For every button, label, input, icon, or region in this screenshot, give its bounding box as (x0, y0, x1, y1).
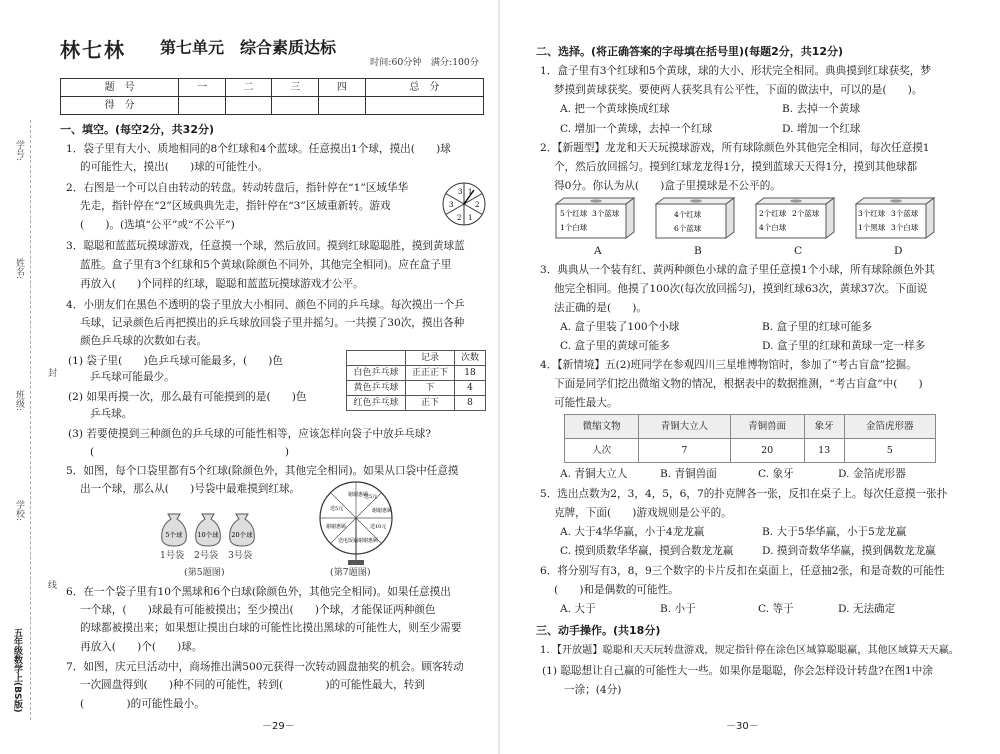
relic-header-cell: 微缩文物 (565, 415, 639, 439)
record-row (347, 396, 486, 411)
box-text: 1个白球 (560, 223, 588, 232)
score-cell: 四 (319, 79, 366, 97)
binding-line (30, 120, 31, 720)
score-table-row (61, 79, 484, 97)
rq5-line: 克牌，下面( )游戏规则是公平的。 (554, 507, 732, 519)
rq4-line: 可能性最大。 (554, 397, 618, 409)
rq1-line: 梦摸到黄球获奖。要使两人获奖具有公平性，下面的做法中，可以的是( )。 (554, 84, 923, 96)
rq6-line: 6．将分别写有3，8，9三个数字的卡片反扣在桌面上，任意抽2张，和是奇数的可能性 (540, 565, 945, 577)
relic-table (564, 414, 936, 463)
page-title: 第七单元 综合素质达标 (160, 38, 337, 57)
margin-label-number: 学号: (14, 140, 24, 162)
box-c (756, 198, 834, 238)
rq4-option: A. 青铜大立人 (560, 468, 628, 480)
relic-cell: 7 (639, 439, 730, 463)
record-cell: 白色乒乓球 (347, 366, 406, 381)
q4-sub-line: ( ) (90, 446, 289, 458)
record-row (347, 381, 486, 396)
relic-header-cell: 青铜兽面 (730, 415, 804, 439)
record-cell: 8 (455, 396, 486, 411)
margin-label-name: 姓名: (14, 258, 24, 280)
wheel-label: 送电饭锅 (338, 538, 359, 544)
q7-line: ( )的可能性最小。 (80, 698, 205, 710)
q2-line: ( )。(选填“公平”或“不公平”) (80, 219, 235, 231)
score-cell (319, 97, 366, 115)
time-info: 时间:60分钟 满分:100分 (370, 57, 479, 68)
q4-sub-line: (1) 袋子里( )色乒乓球可能最多，( )色 (68, 355, 283, 367)
q6-line: 一个球，( )球最有可能被摸出；至少摸出( )个球，才能保证两种颜色 (80, 604, 436, 616)
record-cell: 4 (455, 381, 486, 396)
rq2-line: 得0分。你认为从( )盒子里摸球是不公平的。 (554, 180, 781, 192)
rq1-option: D. 增加一个红球 (782, 123, 861, 135)
record-cell: 正下 (406, 396, 455, 411)
book-label: 五年级数学上(BS版) (12, 628, 22, 713)
box-text: 3个蓝球 (891, 209, 919, 218)
rq6-option: B. 小于 (660, 603, 696, 615)
wheel-label: 送10元 (370, 524, 387, 530)
box-label: A (594, 245, 602, 257)
record-table (346, 350, 486, 411)
margin-label-xian: 线 (46, 580, 56, 589)
relic-header-cell: 青铜大立人 (639, 415, 730, 439)
rq6-option: C. 等于 (758, 603, 794, 615)
page-number: －29－ (262, 721, 295, 732)
bags-figure (158, 506, 262, 548)
wheel-label: 送5元 (364, 494, 378, 500)
section-title-3: 三、动手操作。(共18分) (536, 624, 661, 637)
q5-line: 出一个球，那么从( )号袋中最难摸到红球。 (80, 483, 301, 495)
q4-line: 颜色乒乓球的次数如右表。 (80, 335, 208, 347)
bag-text: 20个球 (231, 531, 253, 539)
q7-line: 一次圆盘得到( )种不同的可能性，转到( )的可能性最大，转到 (80, 679, 425, 691)
record-cell: 下 (406, 381, 455, 396)
score-cell (225, 97, 272, 115)
q6-line: 再放入( )个( )球。 (80, 641, 203, 653)
page-number: －30－ (726, 721, 759, 732)
relic-cell: 人次 (565, 439, 639, 463)
spinner-label: 2 (475, 201, 480, 209)
record-cell: 18 (455, 366, 486, 381)
box-text: 3个白球 (891, 223, 919, 232)
section-title-2: 二、选择。(将正确答案的字母填在括号里)(每题2分，共12分) (536, 45, 844, 58)
spinner-label: 1 (468, 214, 473, 222)
rq3-line: 法正确的是( )。 (554, 302, 648, 314)
relic-cell: 13 (804, 439, 844, 463)
score-cell: 总 分 (365, 79, 483, 97)
rq5-option: D. 摸到奇数华华赢，摸到偶数龙龙赢 (762, 545, 936, 557)
q2-line: 先走，指针停在“2”区域典典先走，指针停在“3”区域重新转。游戏 (80, 200, 391, 212)
score-cell: 得 分 (61, 97, 179, 115)
relic-header-row (565, 415, 936, 439)
box-text: 3个红球 (858, 209, 886, 218)
wheel-label: 谢谢惠顾 (326, 524, 347, 530)
rq1-line: 1．盒子里有3个红球和5个黄球，球的大小、形状完全相同。典典摸到红球获奖，梦 (540, 65, 931, 77)
spinner-figure (440, 180, 488, 228)
box-label: B (694, 245, 702, 257)
rq3-line: 3．典典从一个装有红、黄两种颜色小球的盒子里任意摸1个小球，所有球除颜色外其 (540, 264, 935, 276)
spinner-label: 3 (458, 188, 463, 196)
score-cell: 三 (272, 79, 319, 97)
rq5-option: C. 摸到质数华华赢，摸到合数龙龙赢 (560, 545, 734, 557)
bag-text: 10个球 (197, 531, 219, 539)
record-row (347, 366, 486, 381)
rq4-option: D. 金箔虎形器 (838, 468, 906, 480)
box-text: 3个蓝球 (592, 209, 620, 218)
wheel-label: 谢谢惠顾 (348, 492, 369, 498)
q6-line: 6．在一个袋子里有10个黑球和6个白球(除颜色外，其他完全相同)。如果任意摸出 (66, 586, 451, 598)
box-a (556, 198, 634, 238)
rq3-option: C. 盒子里的黄球可能多 (560, 340, 670, 352)
rq6-line: ( )和是偶数的可能性。 (554, 584, 679, 596)
rq3-option: B. 盒子里的红球可能多 (762, 321, 872, 333)
bag-label: 2号袋 (194, 550, 219, 561)
relic-row (565, 439, 936, 463)
record-header-row (347, 351, 486, 366)
score-cell (365, 97, 483, 115)
box-text: 4个红球 (674, 210, 702, 219)
relic-cell: 20 (730, 439, 804, 463)
q5-line: 5．如图，每个口袋里都有5个红球(除颜色外，其他完全相同)。如果从口袋中任意摸 (66, 465, 459, 477)
margin-label-class: 班级: (14, 390, 24, 412)
wheel-label: 谢谢惠顾 (372, 508, 393, 514)
record-header-cell (347, 351, 406, 366)
right-page (500, 0, 1000, 754)
box-d (856, 198, 934, 238)
q4-sub-line: (2) 如果再摸一次，那么最有可能摸到的是( )色 (68, 391, 307, 403)
box-label: C (794, 245, 803, 257)
q2-line: 2．右图是一个可以自由转动的转盘。转动转盘后，指针停在“1”区域华华 (66, 182, 409, 194)
rq5-line: 5．选出点数为2，3，4，5，6，7的扑克牌各一张，反扣在桌子上。每次任意摸一张扑 (540, 488, 948, 500)
bag-icon (196, 514, 221, 546)
score-table-row (61, 97, 484, 115)
score-cell: 题 号 (61, 79, 179, 97)
bag-label: 3号袋 (228, 550, 253, 561)
s3q1-line: 1．【开放题】聪聪和天天玩转盘游戏，规定指针停在涂色区域算聪聪赢，其他区域算天天赢。 (540, 645, 960, 656)
rq6-option: D. 无法确定 (838, 603, 896, 615)
section-title-1: 一、填空。(每空2分，共32分) (60, 123, 215, 136)
s3q1-line: 一涂；(4分) (564, 684, 622, 696)
rq4-option: B. 青铜兽面 (660, 468, 717, 480)
q4-sub-line: (3) 若要使摸到三种颜色的乒乓球的可能性相等，应该怎样向袋子中放乒乓球? (68, 428, 432, 440)
prize-wheel-figure (316, 478, 396, 568)
header-decoration: 林七林 (60, 38, 126, 62)
wheel-label: 谢谢惠顾 (358, 538, 379, 544)
rq3-option: A. 盒子里装了100个小球 (560, 321, 680, 333)
bag-label: 1号袋 (160, 550, 185, 561)
rq4-line: 4．【新情境】五(2)班同学在参观四川三星堆博物馆时，参加了“考古盲盒”挖掘。 (540, 359, 917, 371)
box-b (656, 198, 734, 238)
margin-label-school: 学校: (14, 500, 24, 522)
score-cell: 二 (225, 79, 272, 97)
relic-cell: 5 (844, 439, 935, 463)
boxes-figure (554, 196, 954, 242)
s3q1-line: (1) 聪聪想让自己赢的可能性大一些。如果你是聪聪，你会怎样设计转盘?在图1中涂 (542, 665, 933, 677)
rq2-line: 个，然后放回摇匀。摸到红球龙龙得1分，摸到蓝球天天得1分，摸到其他球都 (554, 161, 918, 173)
q6-line: 的球都被摸出来；如果想让摸出白球的可能性比摸出黑球的可能性大，则至少需要 (80, 622, 462, 634)
q1-line: 的可能性大，摸出( )球的可能性小。 (80, 161, 269, 173)
box-text: 4个白球 (759, 223, 787, 232)
q4-sub-line: 乒乓球可能最少。 (90, 371, 175, 383)
score-table (60, 78, 484, 115)
q1-line: 1．袋子里有大小、质地相同的8个红球和4个蓝球。任意摸出1个球，摸出( )球 (66, 143, 451, 155)
record-header-cell: 次数 (455, 351, 486, 366)
relic-header-cell: 象牙 (804, 415, 844, 439)
fig7-caption: (第7题图) (330, 567, 371, 578)
rq4-line: 下面是同学们挖出微缩文物的情况，根据表中的数据推测，“考古盲盒”中( ) (554, 378, 923, 390)
rq5-option: B. 大于5华华赢，小于5龙龙赢 (762, 526, 907, 538)
rq1-option: B. 去掉一个黄球 (782, 103, 861, 115)
margin-label-feng: 封 (46, 368, 56, 377)
box-label: D (894, 245, 903, 257)
spinner-label: 2 (457, 214, 462, 222)
spinner-label: 1 (468, 188, 473, 196)
rq6-option: A. 大于 (560, 603, 596, 615)
bag-icon (230, 514, 255, 546)
box-text: 2个红球 (759, 209, 787, 218)
rq2-line: 2．【新题型】龙龙和天天玩摸球游戏，所有球除颜色外其他完全相同，每次任意摸1 (540, 142, 930, 154)
rq4-option: C. 象牙 (758, 468, 794, 480)
box-text: 5个红球 (560, 209, 588, 218)
q3-line: 蓝胜。盒子里有3个红球和5个黄球(除颜色不同外，其他完全相同)。应在盒子里 (80, 259, 452, 271)
wheel-label: 送5元 (330, 506, 344, 512)
fig5-caption: (第5题图) (184, 567, 225, 578)
record-header-cell: 记录 (406, 351, 455, 366)
rq1-option: A. 把一个黄球换成红球 (560, 103, 670, 115)
box-text: 1个黑球 (858, 223, 886, 232)
score-cell: 一 (179, 79, 226, 97)
box-text: 2个蓝球 (792, 209, 820, 218)
record-cell: 红色乒乓球 (347, 396, 406, 411)
box-text: 6个蓝球 (674, 224, 702, 233)
rq5-option: A. 大于4华华赢，小于4龙龙赢 (560, 526, 705, 538)
rq3-line: 他完全相同。他摸了100次(每次放回摇匀)，摸到红球63次，黄球37次。下面说 (554, 283, 928, 295)
score-cell (272, 97, 319, 115)
spinner-label: 3 (449, 201, 454, 209)
score-cell (179, 97, 226, 115)
rq1-option: C. 增加一个黄球，去掉一个红球 (560, 123, 713, 135)
q4-line: 乓球，记录颜色后再把摸出的乒乓球放回袋子里并摇匀。一共摸了30次，摸出各种 (80, 317, 465, 329)
record-cell: 黄色乒乓球 (347, 381, 406, 396)
relic-header-cell: 金箔虎形器 (844, 415, 935, 439)
record-cell: 正正正下 (406, 366, 455, 381)
q7-line: 7．如图，庆元旦活动中，商场推出满500元获得一次转动圆盘抽奖的机会。顾客转动 (66, 661, 464, 673)
q4-line: 4．小朋友们在黑色不透明的袋子里放大小相同、颜色不同的乒乓球。每次摸出一个乒 (66, 299, 465, 311)
rq3-option: D. 盒子里的红球和黄球一定一样多 (762, 340, 926, 352)
bag-text: 5个球 (165, 531, 183, 539)
q4-sub-line: 乒乓球。 (90, 408, 133, 420)
bag-icon (162, 514, 187, 546)
q3-line: 3．聪聪和蓝蓝玩摸球游戏，任意摸一个球，然后放回。摸到红球聪聪胜，摸到黄球蓝 (66, 240, 465, 252)
q3-line: 再放入( )个同样的红球，聪聪和蓝蓝玩摸球游戏才公平。 (80, 278, 364, 290)
